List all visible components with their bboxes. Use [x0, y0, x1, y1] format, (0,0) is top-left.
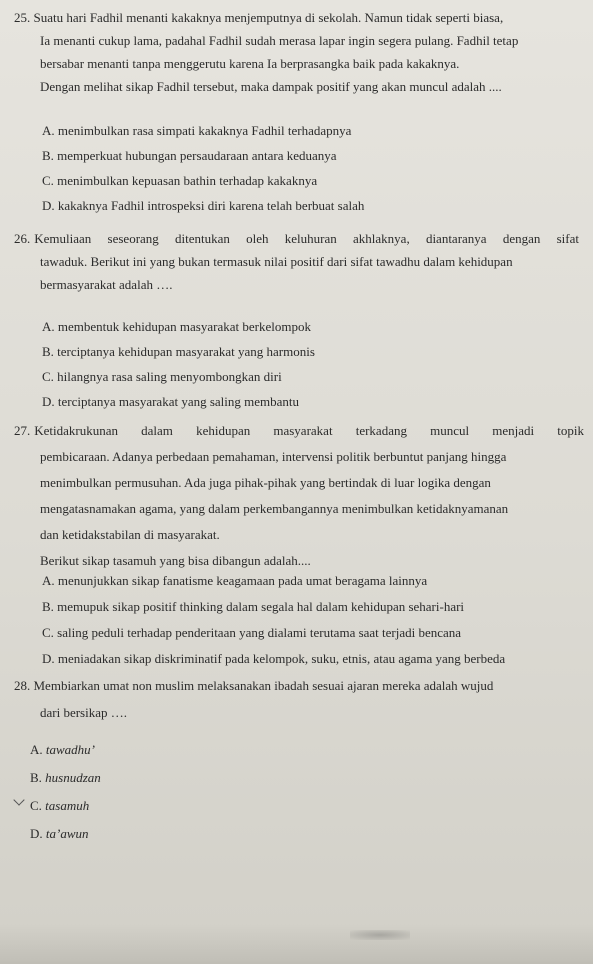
option-letter: D. [42, 394, 55, 409]
option-text: tawadhu’ [45, 742, 96, 757]
option-27-b[interactable] [42, 598, 464, 616]
option-text: terciptanya kehidupan masyarakat yang harmonis [57, 344, 315, 359]
question-number: 25. [14, 10, 31, 25]
question-text-line: mengatasnamakan agama, yang dalam perkembangannya menimbulkan ketidaknyamanan [40, 501, 509, 516]
option-26-a[interactable] [42, 318, 311, 336]
option-text: husnudzan [45, 770, 101, 785]
question-text-line: dari bersikap …. [40, 705, 128, 720]
question-text-line: Dengan melihat sikap Fadhil tersebut, maka dampak positif yang akan muncul adalah .... [40, 79, 502, 94]
option-27-c[interactable] [42, 624, 461, 642]
question-text-line: Suatu hari Fadhil menanti kakaknya menjemputnya di sekolah. Namun tidak seperti biasa, [33, 10, 504, 25]
page-bottom-shadow [0, 924, 593, 964]
option-text: meniadakan sikap diskriminatif pada kelompok, suku, etnis, atau agama yang berbeda [57, 651, 506, 666]
option-text: memperkuat hubungan persaudaraan antara keduanya [57, 148, 337, 163]
option-letter: A. [30, 742, 43, 757]
option-letter: A. [42, 123, 55, 138]
option-26-c[interactable] [42, 368, 282, 386]
question-text-line: Berikut sikap tasamuh yang bisa dibangun adalah.... [40, 553, 311, 568]
option-letter: B. [42, 344, 54, 359]
question-27 [14, 418, 584, 574]
option-letter: B. [30, 770, 42, 785]
option-text: menimbulkan rasa simpati kakaknya Fadhil terhadapnya [57, 123, 352, 138]
option-letter: C. [42, 625, 54, 640]
option-letter: B. [42, 599, 54, 614]
question-text-line: menimbulkan permusuhan. Ada juga pihak-pihak yang bertindak di luar logika dengan [40, 475, 491, 490]
question-text-line: bersabar menanti tanpa menggerutu karena Ia berprasangka baik pada kakaknya. [40, 56, 460, 71]
question-28 [14, 672, 584, 726]
option-25-b[interactable] [42, 147, 337, 165]
question-number: 26. [14, 231, 31, 246]
question-text-line: Kemuliaan seseorang ditentukan oleh keluhuran akhlaknya, diantaranya dengan sifat [34, 231, 579, 246]
question-text-line: Membiarkan umat non muslim melaksanakan ibadah sesuai ajaran mereka adalah wujud [33, 678, 494, 693]
pencil-check-mark [13, 794, 24, 805]
option-letter: B. [42, 148, 54, 163]
option-25-d[interactable] [42, 197, 364, 215]
question-text-line: dan ketidakstabilan di masyarakat. [40, 527, 220, 542]
option-text: tasamuh [45, 798, 90, 813]
question-25 [14, 6, 574, 98]
option-25-c[interactable] [42, 172, 317, 190]
option-26-b[interactable] [42, 343, 315, 361]
question-number: 28. [14, 678, 31, 693]
question-26 [14, 227, 579, 296]
option-28-b[interactable] [30, 769, 101, 787]
question-text-line: Ketidakrukunan dalam kehidupan masyarakat terkadang muncul menjadi topik [34, 423, 584, 438]
option-letter: C. [30, 798, 42, 813]
option-text: memupuk sikap positif thinking dalam segala hal dalam kehidupan sehari-hari [57, 599, 465, 614]
question-number: 27. [14, 423, 31, 438]
question-text-line: Ia menanti cukup lama, padahal Fadhil sudah merasa lapar ingin segera pulang. Fadhil tetap [40, 33, 519, 48]
option-27-d[interactable] [42, 650, 505, 668]
option-text: membentuk kehidupan masyarakat berkelompok [57, 319, 311, 334]
option-text: kakaknya Fadhil introspeksi diri karena telah berbuat salah [57, 198, 365, 213]
option-text: menimbulkan kepuasan bathin terhadap kakaknya [57, 173, 318, 188]
option-25-a[interactable] [42, 122, 351, 140]
option-letter: A. [42, 573, 55, 588]
option-28-a[interactable] [30, 741, 95, 759]
option-letter: C. [42, 173, 54, 188]
option-text: terciptanya masyarakat yang saling membantu [57, 394, 300, 409]
option-28-c[interactable] [30, 797, 89, 815]
option-text: saling peduli terhadap penderitaan yang dialami terutama saat terjadi bencana [57, 625, 462, 640]
option-letter: C. [42, 369, 54, 384]
question-text-line: tawaduk. Berikut ini yang bukan termasuk nilai positif dari sifat tawadhu dalam kehidupan [40, 254, 513, 269]
option-27-a[interactable] [42, 572, 427, 590]
option-letter: D. [42, 651, 55, 666]
option-text: hilangnya rasa saling menyombongkan diri [57, 369, 282, 384]
option-letter: D. [42, 198, 55, 213]
option-letter: D. [30, 826, 43, 841]
option-28-d[interactable] [30, 825, 89, 843]
option-text: menunjukkan sikap fanatisme keagamaan pada umat beragama lainnya [57, 573, 428, 588]
question-text-line: bermasyarakat adalah …. [40, 277, 173, 292]
option-text: ta’awun [45, 826, 89, 841]
option-26-d[interactable] [42, 393, 299, 411]
option-letter: A. [42, 319, 55, 334]
question-text-line: pembicaraan. Adanya perbedaan pemahaman, intervensi politik berbuntut panjang hingga [40, 449, 507, 464]
